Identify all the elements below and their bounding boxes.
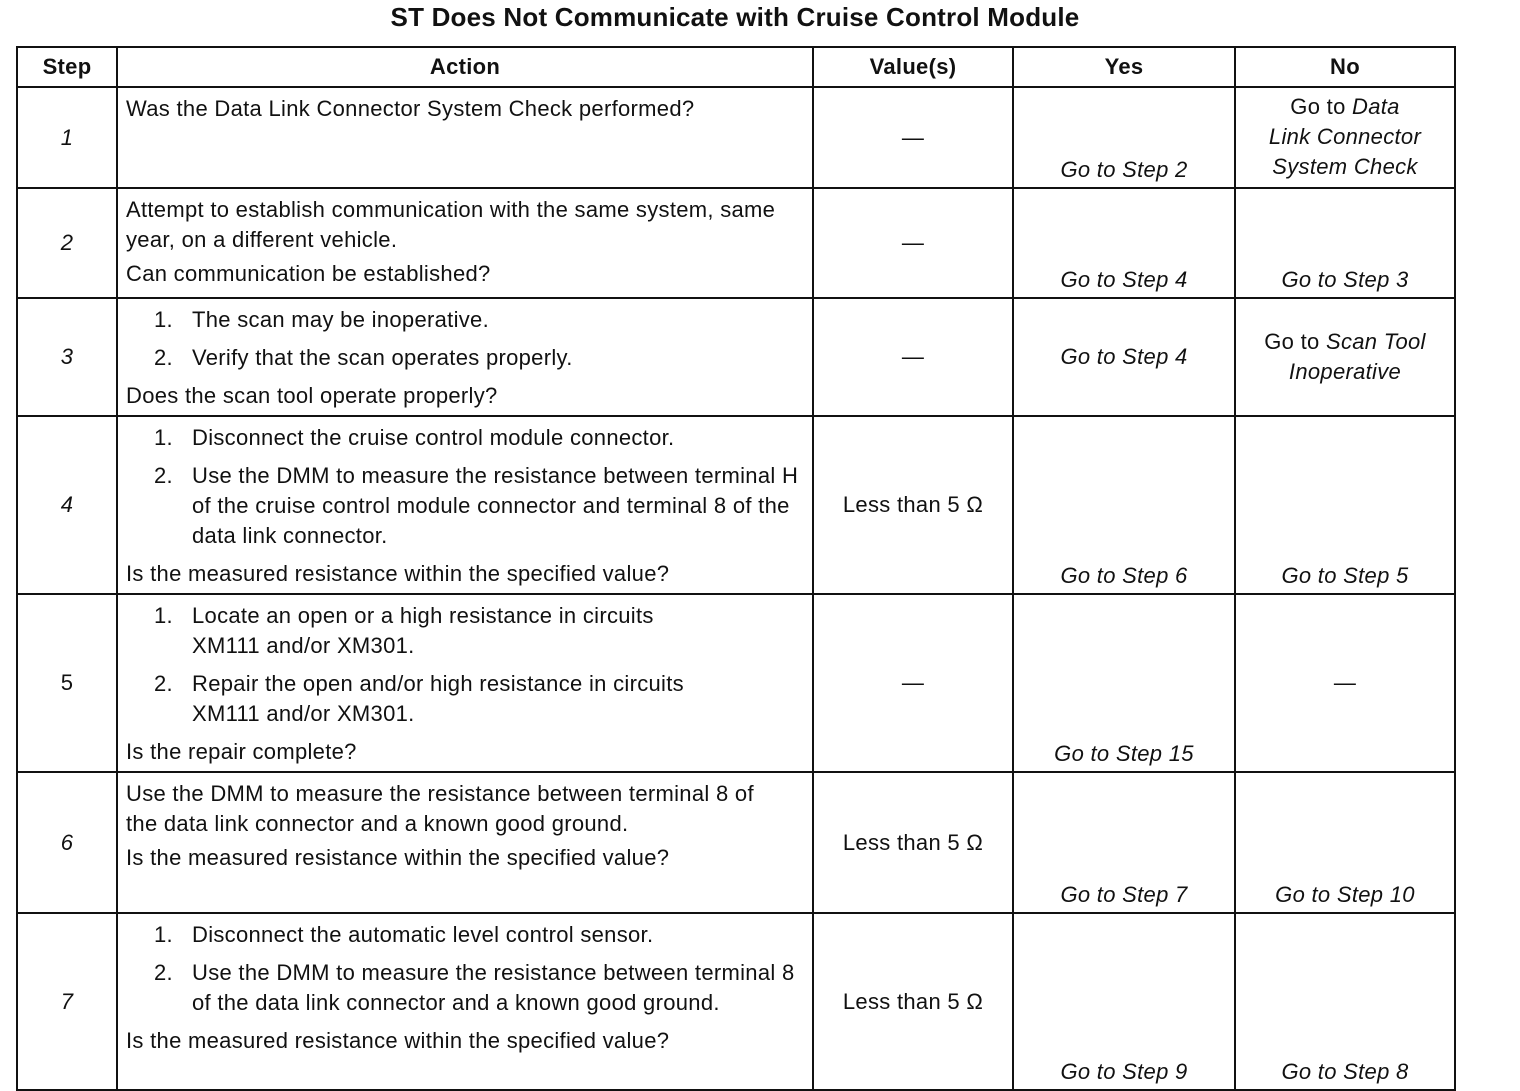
yes-text: Go to Step 7 [1060, 882, 1188, 907]
no-prefix: Go to [1264, 329, 1320, 354]
no-cell [1235, 913, 1455, 1090]
yes-cell [1013, 772, 1235, 913]
list-item: 2. Verify that the scan operates properly. [154, 345, 573, 370]
step-number: 2 [17, 188, 117, 298]
action-question: Does the scan tool operate properly? [126, 383, 498, 408]
no-text: Go to Step 3 [1281, 267, 1409, 292]
value-cell: Less than 5 Ω [813, 913, 1013, 1090]
action-cell [117, 298, 813, 416]
action-question: Is the measured resistance within the specified value? [126, 561, 670, 586]
value-cell: — [813, 594, 1013, 772]
action-text: Attempt to establish communication with the same system, same year, on a different vehicle. [126, 197, 776, 252]
no-link-1: Scan Tool [1326, 329, 1426, 354]
yes-text: Go to Step 4 [1060, 267, 1188, 292]
list-item: 2. Use the DMM to measure the resistance between terminal H of the cruise control module connector and terminal 8 of the data link connector. [154, 463, 799, 548]
step-number: 7 [17, 913, 117, 1090]
yes-cell [1013, 913, 1235, 1090]
action-cell [117, 594, 813, 772]
action-text: Use the DMM to measure the resistance between terminal 8 of the data link connector and a known good ground. [126, 781, 754, 836]
action-question: Is the measured resistance within the specified value? [126, 1028, 670, 1053]
action-cell [117, 87, 813, 188]
yes-cell [1013, 416, 1235, 594]
no-cell: — [1235, 594, 1455, 772]
step-number: 6 [17, 772, 117, 913]
no-text [1236, 92, 1454, 182]
table-row [17, 416, 1455, 594]
yes-cell [1013, 594, 1235, 772]
header-no: No [1235, 47, 1455, 87]
value-cell: — [813, 188, 1013, 298]
header-action: Action [117, 47, 813, 87]
action-cell [117, 913, 813, 1090]
action-question: Is the repair complete? [126, 739, 357, 764]
value-cell: Less than 5 Ω [813, 416, 1013, 594]
no-link-3: System Check [1272, 154, 1418, 179]
list-item: 1. Locate an open or a high resistance in circuits XM111 and/or XM301. [154, 603, 654, 658]
yes-text: Go to Step 9 [1060, 1059, 1188, 1084]
action-cell [117, 416, 813, 594]
no-cell [1235, 87, 1455, 188]
step-number: 5 [17, 594, 117, 772]
step-number: 3 [17, 298, 117, 416]
no-link-2: Inoperative [1288, 359, 1402, 384]
list-item: 2. Use the DMM to measure the resistance between terminal 8 of the data link connector and a known good ground. [154, 960, 795, 1015]
no-text: Go to Step 8 [1281, 1059, 1409, 1084]
yes-text: Go to Step 6 [1060, 563, 1188, 588]
no-prefix: Go to [1290, 94, 1346, 119]
action-text: Was the Data Link Connector System Check performed? [126, 96, 695, 121]
action-cell [117, 188, 813, 298]
table-row [17, 913, 1455, 1090]
header-yes: Yes [1013, 47, 1235, 87]
header-step: Step [17, 47, 117, 87]
yes-text: Go to Step 4 [1060, 344, 1188, 369]
action-question: Is the measured resistance within the specified value? [126, 845, 670, 870]
yes-text: Go to Step 15 [1054, 741, 1194, 766]
table-row [17, 594, 1455, 772]
table-header-row [17, 47, 1455, 87]
list-item: 1. Disconnect the automatic level control sensor. [154, 922, 654, 947]
action-cell [117, 772, 813, 913]
yes-cell [1013, 87, 1235, 188]
table-row [17, 188, 1455, 298]
step-number: 4 [17, 416, 117, 594]
no-link-2: Link Connector [1268, 124, 1422, 149]
table-row [17, 772, 1455, 913]
table-row [17, 87, 1455, 188]
value-cell: — [813, 87, 1013, 188]
list-item: 1. The scan may be inoperative. [154, 307, 489, 332]
step-number: 1 [17, 87, 117, 188]
action-question: Can communication be established? [126, 261, 491, 286]
no-cell [1235, 188, 1455, 298]
diagnostic-table [16, 46, 1456, 1091]
value-cell: — [813, 298, 1013, 416]
list-item: 1. Disconnect the cruise control module connector. [154, 425, 675, 450]
no-link-1: Data [1352, 94, 1400, 119]
no-text [1236, 327, 1454, 387]
page-title: ST Does Not Communicate with Cruise Control Module [390, 2, 1080, 32]
yes-cell [1013, 298, 1235, 416]
header-values: Value(s) [813, 47, 1013, 87]
table-row [17, 298, 1455, 416]
no-cell [1235, 298, 1455, 416]
list-item: 2. Repair the open and/or high resistance in circuits XM111 and/or XM301. [154, 671, 684, 726]
no-text: Go to Step 5 [1281, 563, 1409, 588]
yes-cell [1013, 188, 1235, 298]
no-cell [1235, 416, 1455, 594]
no-text: Go to Step 10 [1275, 882, 1415, 907]
value-cell: Less than 5 Ω [813, 772, 1013, 913]
yes-text: Go to Step 2 [1060, 157, 1188, 182]
no-cell [1235, 772, 1455, 913]
